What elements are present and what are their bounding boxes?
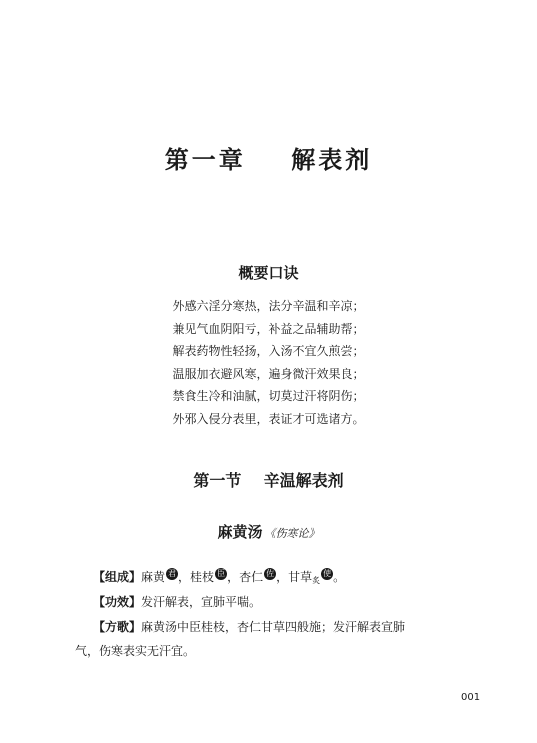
herb-role-badge: 佐 — [266, 569, 275, 578]
effect-label: 【功效】 — [93, 595, 142, 609]
song-label: 【方歌】 — [93, 620, 142, 634]
effect-text: 发汗解表，宣肺平喘。 — [141, 595, 262, 609]
herb-name: 麻黄 — [141, 570, 166, 584]
herb-separator: 。 — [333, 570, 346, 584]
composition-label: 【组成】 — [93, 570, 142, 584]
chapter-title: 第一章 解表剂 — [164, 146, 373, 174]
mnemonic-poem — [0, 295, 537, 430]
herb-name: 甘草 — [288, 570, 313, 584]
herb-preparation: 炙 — [312, 576, 321, 585]
herb-role-badge: 臣 — [217, 569, 226, 578]
poem-line: 外邪入侵分表里，表证才可选诸方。 — [172, 411, 365, 426]
herb-name: 桂枝 — [190, 570, 215, 584]
herb-separator: ， — [227, 570, 240, 584]
song-text-line1: 麻黄汤中臣桂枝，杏仁甘草四般施；发汗解表宣肺 — [141, 620, 406, 634]
composition-entry — [93, 565, 473, 593]
poem-line: 禁食生冷和油腻，切莫过汗将阴伤； — [172, 389, 365, 403]
mnemonic-heading: 概要口诀 — [238, 264, 299, 282]
section-title: 第一节 辛温解表剂 — [193, 471, 344, 490]
formula-title — [0, 521, 537, 542]
formula-name: 麻黄汤 — [217, 523, 263, 541]
herb-separator: ， — [178, 570, 191, 584]
poem-line: 温服加衣避风寒，遍身微汗效果良； — [172, 366, 365, 381]
formula-source: 《伤寒论》 — [264, 527, 320, 540]
poem-line: 兼见气血阴阳亏，补益之品辅助帮； — [172, 321, 365, 336]
poem-line: 解表药物性轻扬，入汤不宜久煎尝； — [172, 344, 365, 358]
page-number: 001 — [461, 692, 481, 703]
herb-name: 杏仁 — [239, 570, 264, 584]
herb-role-badge: 君 — [168, 569, 177, 578]
herb-separator: ， — [276, 570, 289, 584]
song-entry — [75, 615, 473, 663]
herb-role-badge: 使 — [323, 569, 332, 578]
song-text-line2: 气，伤寒表实无汗宜。 — [75, 644, 196, 658]
poem-line: 外感六淫分寒热，法分辛温和辛凉； — [172, 299, 365, 313]
effect-entry — [93, 590, 473, 614]
